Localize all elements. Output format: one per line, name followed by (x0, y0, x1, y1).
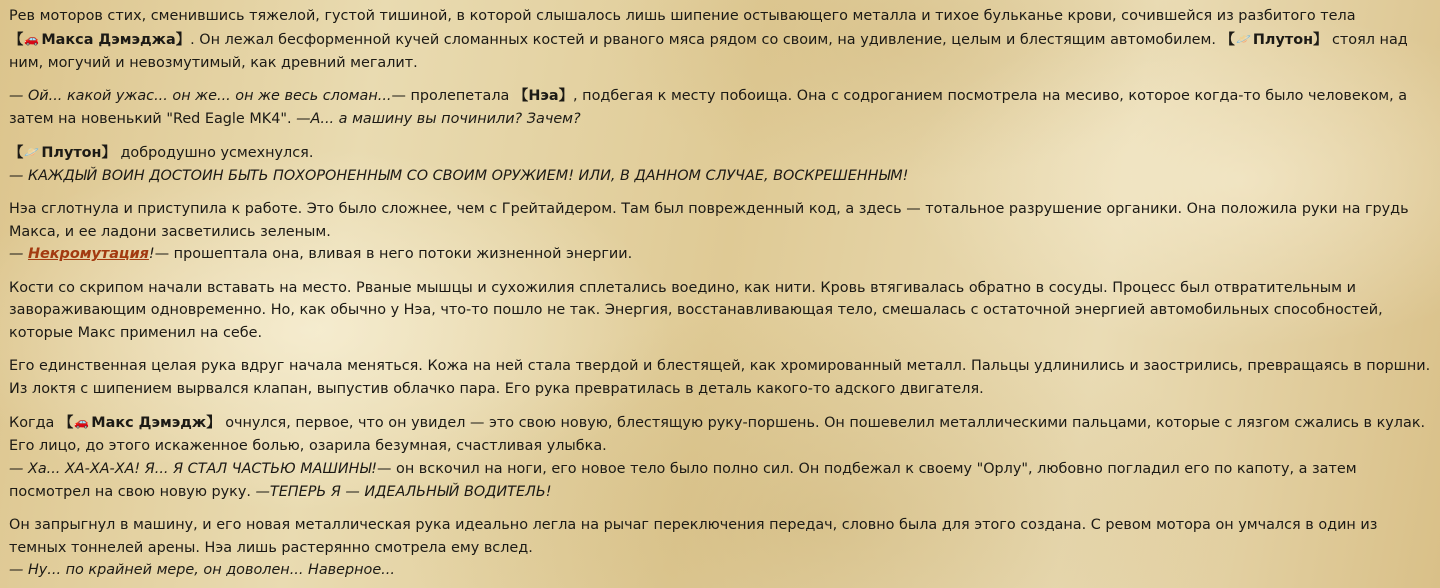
character-name: Плутон (41, 144, 102, 161)
dialogue-line: — Ой... какой ужас... он же... он же весь сломан... (9, 87, 392, 104)
tag-bracket-open: 【 (1220, 31, 1235, 48)
paragraph-3-line-2 (9, 165, 1431, 188)
character-tag-pluto (9, 145, 116, 161)
narration-text: . Он лежал бесформенной кучей сломанных костей и рваного мяса рядом со своим, на удивление, целым и блестящим автомобилем. (190, 31, 1221, 48)
character-name: Плутон (1252, 31, 1314, 48)
character-tag-max (59, 415, 221, 431)
paragraph-8-line-2 (9, 559, 1431, 582)
paragraph-2 (9, 85, 1431, 131)
dialogue-dash: — (9, 246, 28, 263)
narration-text: Когда (9, 415, 59, 432)
character-tag-pluto (1221, 32, 1328, 48)
dialogue-exclamation: ! (148, 246, 155, 263)
dialogue-line: —А... а машину вы починили? Зачем? (296, 110, 581, 127)
tag-bracket-close: 】 (101, 144, 116, 161)
spell-link-necromutation[interactable]: Некромутация (27, 246, 149, 263)
paragraph-4-line-2 (9, 243, 1431, 266)
character-name: Нэа (528, 87, 559, 104)
paragraph-3 (9, 141, 1431, 188)
tag-bracket-open: 【 (58, 415, 74, 432)
character-name: Макс Дэмэдж (91, 415, 207, 432)
narration-text: Он запрыгнул в машину, и его новая металлическая рука идеально легла на рычаг переключения передач, словно была для этого создана. С ревом мотора он умчался в один из темных тоннелей арены. Нэа лишь растерянно смотрела ему вслед. (9, 516, 1378, 556)
paragraph-8-line-1 (9, 514, 1431, 560)
dialogue-line: — Ну... по крайней мере, он доволен... Наверное... (9, 562, 395, 579)
paragraph-7-line-2 (9, 458, 1431, 504)
tag-bracket-close: 】 (1313, 31, 1328, 48)
car-icon: 🚗 (24, 31, 40, 46)
character-name: Макса Дэмэджа (41, 31, 176, 48)
planet-icon: 🪐 (1235, 31, 1251, 46)
dialogue-line: —ТЕПЕРЬ Я — ИДЕАЛЬНЫЙ ВОДИТЕЛЬ! (255, 483, 552, 500)
tag-bracket-close: 】 (206, 415, 221, 432)
tag-bracket-open: 【 (9, 144, 24, 161)
character-tag-nea (514, 88, 573, 104)
tag-bracket-open: 【 (9, 31, 24, 48)
planet-icon: 🪐 (24, 144, 40, 159)
narration-text: Нэа сглотнула и приступила к работе. Это было сложнее, чем с Грейтайдером. Там был поврежденный код, а здесь — тотальное разрушение органики. Она положила руки на грудь Макса, и ее ладони засветились зеленым. (9, 200, 1409, 240)
narration-text: — он вскочил на ноги, его новое тело было полно сил. Он подбежал к своему "Орлу", любовно погладил его по капоту, а затем посмотрел на свою новую руку. (9, 460, 1357, 500)
narration-text: Рев моторов стих, сменившись тяжелой, густой тишиной, в которой слышалось лишь шипение остывающего металла и тихое бульканье крови, сочившейся из разбитого тела (9, 8, 1356, 24)
narration-text: стоял над ним, могучий и невозмутимый, как древний мегалит. (9, 31, 1408, 71)
paragraph-4-line-1 (9, 198, 1431, 244)
car-icon: 🚗 (74, 415, 90, 430)
tag-bracket-close: 】 (175, 31, 191, 48)
paragraph-8 (9, 514, 1431, 582)
dialogue-line: — КАЖДЫЙ ВОИН ДОСТОИН БЫТЬ ПОХОРОНЕННЫМ СО СВОИМ ОРУЖИЕМ! ИЛИ, В ДАННОМ СЛУЧАЕ, ВОСКРЕШЕННЫМ! (9, 167, 909, 184)
narration-text: добродушно усмехнулся. (115, 144, 314, 161)
paragraph-1 (9, 0, 1431, 74)
tag-bracket-close: 】 (558, 87, 574, 104)
narration-text: , подбегая к месту побоища. Она с содроганием посмотрела на месиво, которое когда-то было человеком, а затем на новенький "Red Eagle MK4". (9, 87, 1408, 127)
character-tag-max (9, 32, 190, 48)
narration-text: очнулся, первое, что он увидел — это свою новую, блестящую руку-поршень. Он пошевелил металлическими пальцами, которые с лязгом сжались в кулак. Его лицо, до этого искаженное болью, озарила безумная, счастливая улыбка. (9, 415, 1426, 455)
paragraph-3-line-1 (9, 141, 1431, 165)
dialogue-line: — Ха... ХА-ХА-ХА! Я... Я СТАЛ ЧАСТЬЮ МАШИНЫ! (9, 460, 378, 477)
paragraph-5 (9, 277, 1431, 345)
narration-text: Кости со скрипом начали вставать на место. Рваные мышцы и сухожилия сплетались воедино, как нити. Кровь втягивалась обратно в сосуды. Процесс был отвратительным и завораживающим одновременно. Но, как обычно у Нэа, что-то пошло не так. Энергия, восстанавливающая тело, смешалась с остаточной энергией автомобильных способностей, которые Макс применил на себе. (9, 279, 1383, 342)
narration-text: — пролепетала (391, 87, 514, 104)
tag-bracket-open: 【 (513, 87, 529, 104)
paragraph-6 (9, 355, 1431, 401)
paragraph-7 (9, 411, 1431, 503)
narration-text: — прошептала она, вливая в него потоки жизненной энергии. (154, 246, 633, 263)
narration-text: Его единственная целая рука вдруг начала меняться. Кожа на ней стала твердой и блестящей, как хромированный металл. Пальцы удлинились и заострились, превращаясь в поршни. Из локтя с шипением вырвался клапан, выпустив облачко пара. Его рука превратилась в деталь какого-то адского двигателя. (9, 358, 1431, 398)
paragraph-4 (9, 198, 1431, 266)
paragraph-7-line-1 (9, 411, 1431, 458)
